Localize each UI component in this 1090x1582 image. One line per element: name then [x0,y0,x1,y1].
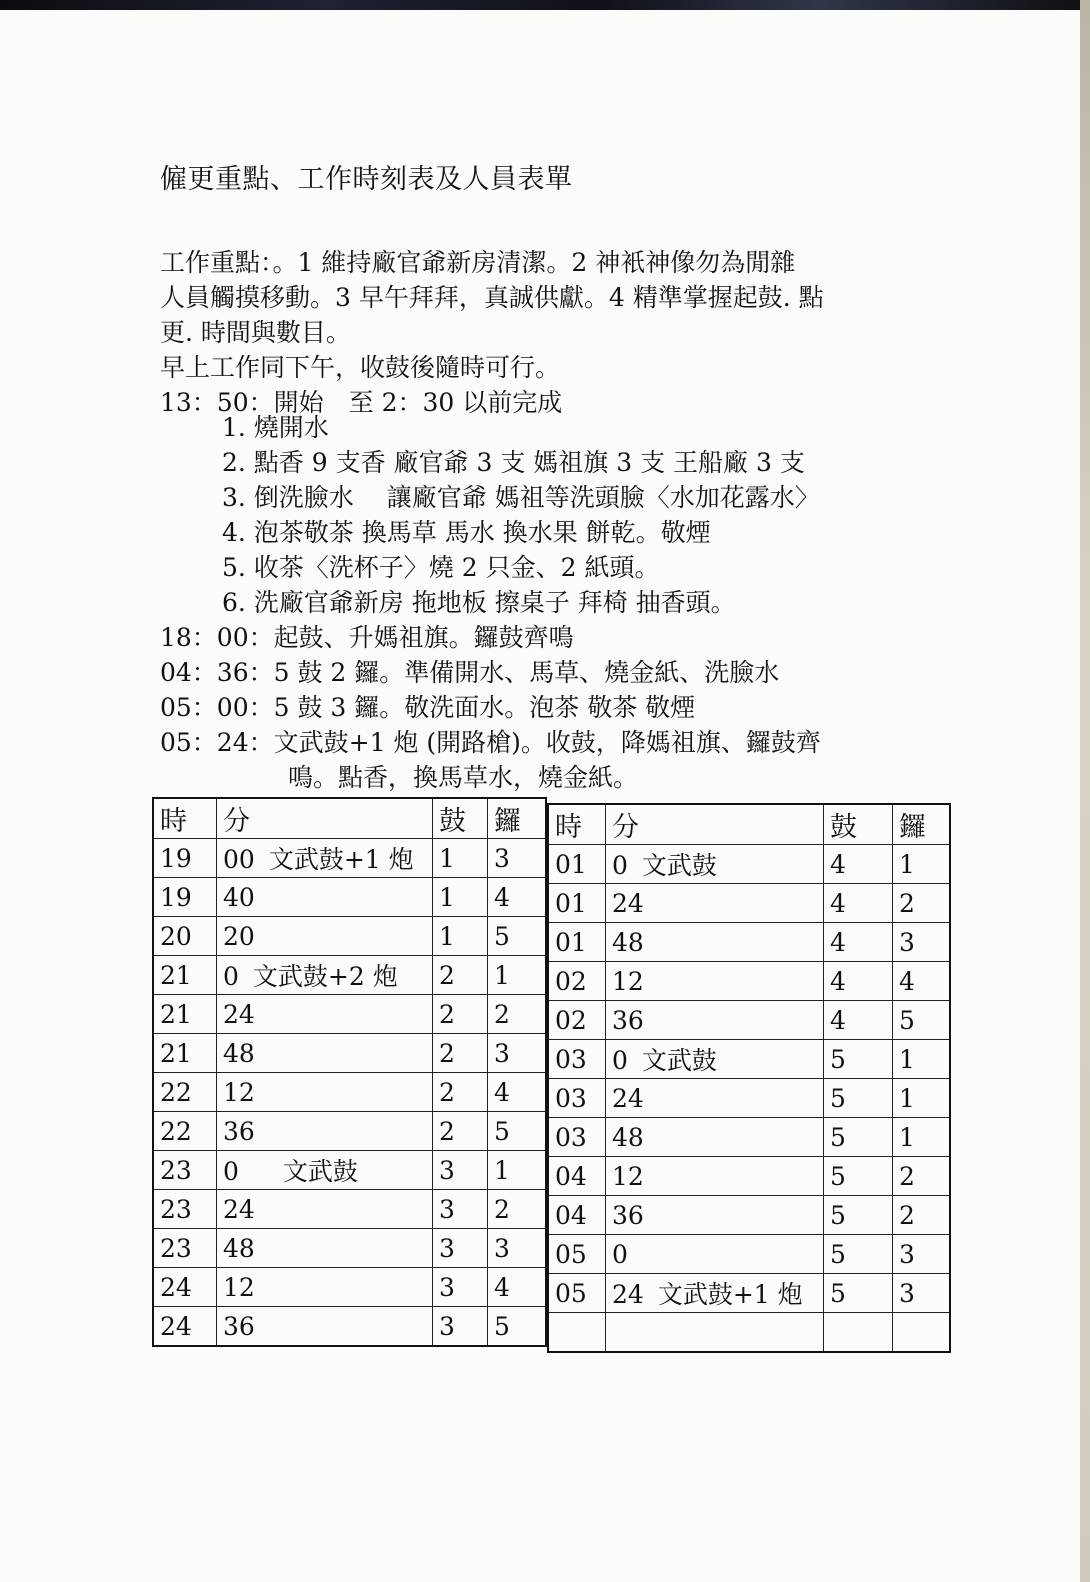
table-row [153,1034,546,1073]
hour-cell: 23 [153,1190,217,1229]
drum-cell: 5 [824,1196,893,1235]
hour-cell: 19 [153,839,217,878]
minute-cell [606,1196,824,1235]
table-row [548,884,950,923]
minute-cell [217,1034,433,1073]
drum-cell: 4 [824,845,893,884]
gong-cell: 5 [488,917,547,956]
gong-cell: 4 [488,1073,547,1112]
minute-cell [217,1151,433,1190]
gong-cell: 3 [893,1274,951,1313]
minute-cell [606,1118,824,1157]
table-row [153,1229,546,1268]
minute-value: 24 [612,1280,644,1309]
minute-value: 00 [223,845,255,874]
hour-cell: 23 [153,1151,217,1190]
table-row [153,1073,546,1112]
table-row [153,839,546,878]
hour-cell: 22 [153,1112,217,1151]
minute-value: 0 [612,851,628,880]
drum-cell: 5 [824,1118,893,1157]
hour-cell: 20 [153,917,217,956]
hour-cell: 21 [153,956,217,995]
minute-cell [606,1079,824,1118]
minute-cell [217,1229,433,1268]
minute-value: 0 [223,1157,239,1186]
drum-cell: 5 [824,1235,893,1274]
task-item: 5. 收茶〈洗杯子〉燒 2 只金、2 紙頭。 [222,553,660,582]
minute-value: 36 [223,1311,255,1341]
drum-cell: 4 [824,962,893,1001]
task-list [222,410,820,620]
table-row [548,1079,950,1118]
gong-cell: 2 [893,884,951,923]
hour-cell: 03 [548,1040,606,1079]
task-item: 2. 點香 9 支香 廠官爺 3 支 媽祖旗 3 支 王船廠 3 支 [222,448,805,477]
minute-value: 24 [612,1083,644,1113]
header-minute: 分 [606,804,824,845]
minute-value: 24 [223,1194,255,1224]
task-item: 4. 泡茶敬茶 換馬草 馬水 換水果 餅乾。敬煙 [222,518,711,547]
drum-cell: 3 [433,1190,488,1229]
minute-cell [606,1313,824,1353]
drum-cell: 5 [824,1040,893,1079]
drum-cell: 2 [433,995,488,1034]
drum-cell: 3 [433,1307,488,1347]
gong-cell [893,1313,951,1353]
photo-right-edge [1080,0,1090,1582]
hour-cell: 01 [548,923,606,962]
gong-cell: 2 [488,995,547,1034]
minute-note: 文武鼓 [282,1157,358,1186]
paragraph-line: 早上工作同下午，收鼓後隨時可行。 [160,353,561,382]
gong-cell: 5 [488,1112,547,1151]
paragraph-line: 工作重點：。1 維持廠官爺新房清潔。2 神衹神像勿為閒雜 [160,248,796,277]
hour-cell: 02 [548,1001,606,1040]
task-item: 3. 倒洗臉水 讓廠官爺 媽祖等洗頭臉〈水加花露水〉 [222,483,820,512]
hour-cell: 05 [548,1235,606,1274]
drum-cell: 3 [433,1268,488,1307]
paragraph-line: 人員觸摸移動。3 早午拜拜，真誠供獻。4 精準掌握起鼓. 點 [160,283,824,312]
minute-value: 20 [223,921,255,951]
minute-value: 48 [612,1122,644,1152]
minute-value: 12 [612,1161,644,1191]
minute-note: 文武鼓+1 炮 [657,1280,803,1309]
minute-cell [606,845,824,884]
gong-cell: 3 [488,1034,547,1073]
table-header-row [548,804,950,845]
minute-cell [217,1307,433,1347]
minute-value: 24 [223,999,255,1029]
minute-cell [606,1274,824,1313]
table-row [153,956,546,995]
drum-cell: 2 [433,956,488,995]
header-minute: 分 [217,798,433,839]
drum-cell: 5 [824,1079,893,1118]
minute-value: 0 [612,1046,628,1075]
hour-cell: 01 [548,845,606,884]
table-header-row [153,798,546,839]
minute-value: 12 [223,1077,255,1107]
minute-cell [606,923,824,962]
minute-cell [217,1073,433,1112]
paragraph-line: 更. 時間與數目。 [160,318,351,347]
minute-note: 文武鼓 [641,1046,717,1075]
table-row [548,1313,950,1353]
minute-value: 12 [612,966,644,996]
work-focus-paragraph [160,245,824,420]
minute-cell [217,917,433,956]
hour-cell: 03 [548,1118,606,1157]
minute-cell [217,995,433,1034]
schedule-line: 05：24：文武鼓+1 炮 (開路槍)。收鼓，降媽祖旗、鑼鼓齊 [160,728,821,757]
minute-value: 40 [223,882,255,912]
table-row [548,1235,950,1274]
task-item: 1. 燒開水 [222,413,329,442]
hour-cell: 22 [153,1073,217,1112]
gong-cell: 5 [488,1307,547,1347]
hour-cell: 05 [548,1274,606,1313]
minute-value: 36 [612,1200,644,1230]
gong-cell: 5 [893,1001,951,1040]
gong-cell: 3 [488,839,547,878]
drum-cell: 2 [433,1112,488,1151]
gong-cell: 2 [488,1190,547,1229]
gong-cell: 2 [893,1157,951,1196]
minute-value: 48 [612,927,644,957]
gong-cell: 2 [893,1196,951,1235]
schedule-line: 04：36：5 鼓 2 鑼。準備開水、馬草、燒金紙、洗臉水 [160,658,780,687]
gong-cell: 3 [488,1229,547,1268]
header-hour: 時 [153,798,217,839]
table-row [548,1157,950,1196]
gong-cell: 1 [893,1079,951,1118]
hour-cell: 04 [548,1157,606,1196]
gong-cell: 1 [488,956,547,995]
hour-cell: 03 [548,1079,606,1118]
table-row [548,1274,950,1313]
drum-cell: 2 [433,1073,488,1112]
table-row [153,1268,546,1307]
minute-value: 24 [612,888,644,918]
drum-cell: 1 [433,839,488,878]
table-row [548,923,950,962]
table-row [153,995,546,1034]
table-row [153,878,546,917]
minute-cell [606,1001,824,1040]
schedule-line-continuation: 鳴。點香，換馬草水，燒金紙。 [288,763,639,792]
drum-cell: 5 [824,1157,893,1196]
hour-cell: 21 [153,1034,217,1073]
minute-cell [217,1112,433,1151]
minute-cell [606,1157,824,1196]
hour-cell: 21 [153,995,217,1034]
hour-cell: 04 [548,1196,606,1235]
minute-cell [606,962,824,1001]
table-row [153,917,546,956]
drum-cell: 1 [433,878,488,917]
gong-cell: 1 [893,1118,951,1157]
document-title: 僱更重點、工作時刻表及人員表單 [160,164,573,195]
gong-cell: 1 [893,845,951,884]
hour-cell: 24 [153,1268,217,1307]
gong-cell: 4 [488,878,547,917]
minute-cell [606,884,824,923]
table-row [548,1001,950,1040]
schedule-table-left [152,797,547,1347]
task-item: 6. 洗廠官爺新房 拖地板 擦桌子 拜椅 抽香頭。 [222,588,736,617]
minute-note: 文武鼓 [641,851,717,880]
table-row [548,1196,950,1235]
header-gong: 鑼 [893,804,951,845]
paragraph-line: 13：50：開始 至 2：30 以前完成 [160,388,563,417]
header-drum: 鼓 [433,798,488,839]
table-row [153,1151,546,1190]
drum-cell: 3 [433,1229,488,1268]
minute-cell [606,1040,824,1079]
header-drum: 鼓 [824,804,893,845]
drum-cell: 2 [433,1034,488,1073]
minute-value: 12 [223,1272,255,1302]
hour-cell [548,1313,606,1353]
table-row [153,1190,546,1229]
drum-cell: 4 [824,884,893,923]
minute-cell [217,956,433,995]
minute-value: 48 [223,1038,255,1068]
drum-cell: 5 [824,1274,893,1313]
table-row [548,962,950,1001]
table-row [153,1112,546,1151]
hour-cell: 01 [548,884,606,923]
gong-cell: 1 [488,1151,547,1190]
drum-cell [824,1313,893,1353]
schedule-table-right [547,803,951,1353]
minute-value: 36 [612,1005,644,1035]
minute-cell [217,839,433,878]
header-hour: 時 [548,804,606,845]
minute-value: 36 [223,1116,255,1146]
minute-note: 文武鼓+2 炮 [252,962,398,991]
minute-value: 0 [612,1239,628,1269]
gong-cell: 3 [893,923,951,962]
gong-cell: 3 [893,1235,951,1274]
hour-cell: 24 [153,1307,217,1347]
hour-cell: 02 [548,962,606,1001]
drum-cell: 3 [433,1151,488,1190]
table-row [548,1118,950,1157]
minute-value: 48 [223,1233,255,1263]
table-row [153,1307,546,1347]
gong-cell: 1 [893,1040,951,1079]
schedule-notes [160,620,821,795]
minute-cell [606,1235,824,1274]
table-row [548,1040,950,1079]
hour-cell: 23 [153,1229,217,1268]
minute-value: 0 [223,962,239,991]
minute-cell [217,1190,433,1229]
header-gong: 鑼 [488,798,547,839]
drum-cell: 4 [824,923,893,962]
table-row [548,845,950,884]
hour-cell: 19 [153,878,217,917]
schedule-line: 18：00：起鼓、升媽祖旗。鑼鼓齊鳴 [160,623,574,652]
gong-cell: 4 [488,1268,547,1307]
drum-cell: 4 [824,1001,893,1040]
minute-cell [217,1268,433,1307]
schedule-line: 05：00：5 鼓 3 鑼。敬洗面水。泡茶 敬茶 敬煙 [160,693,696,722]
minute-cell [217,878,433,917]
minute-note: 文武鼓+1 炮 [268,845,414,874]
gong-cell: 4 [893,962,951,1001]
drum-cell: 1 [433,917,488,956]
